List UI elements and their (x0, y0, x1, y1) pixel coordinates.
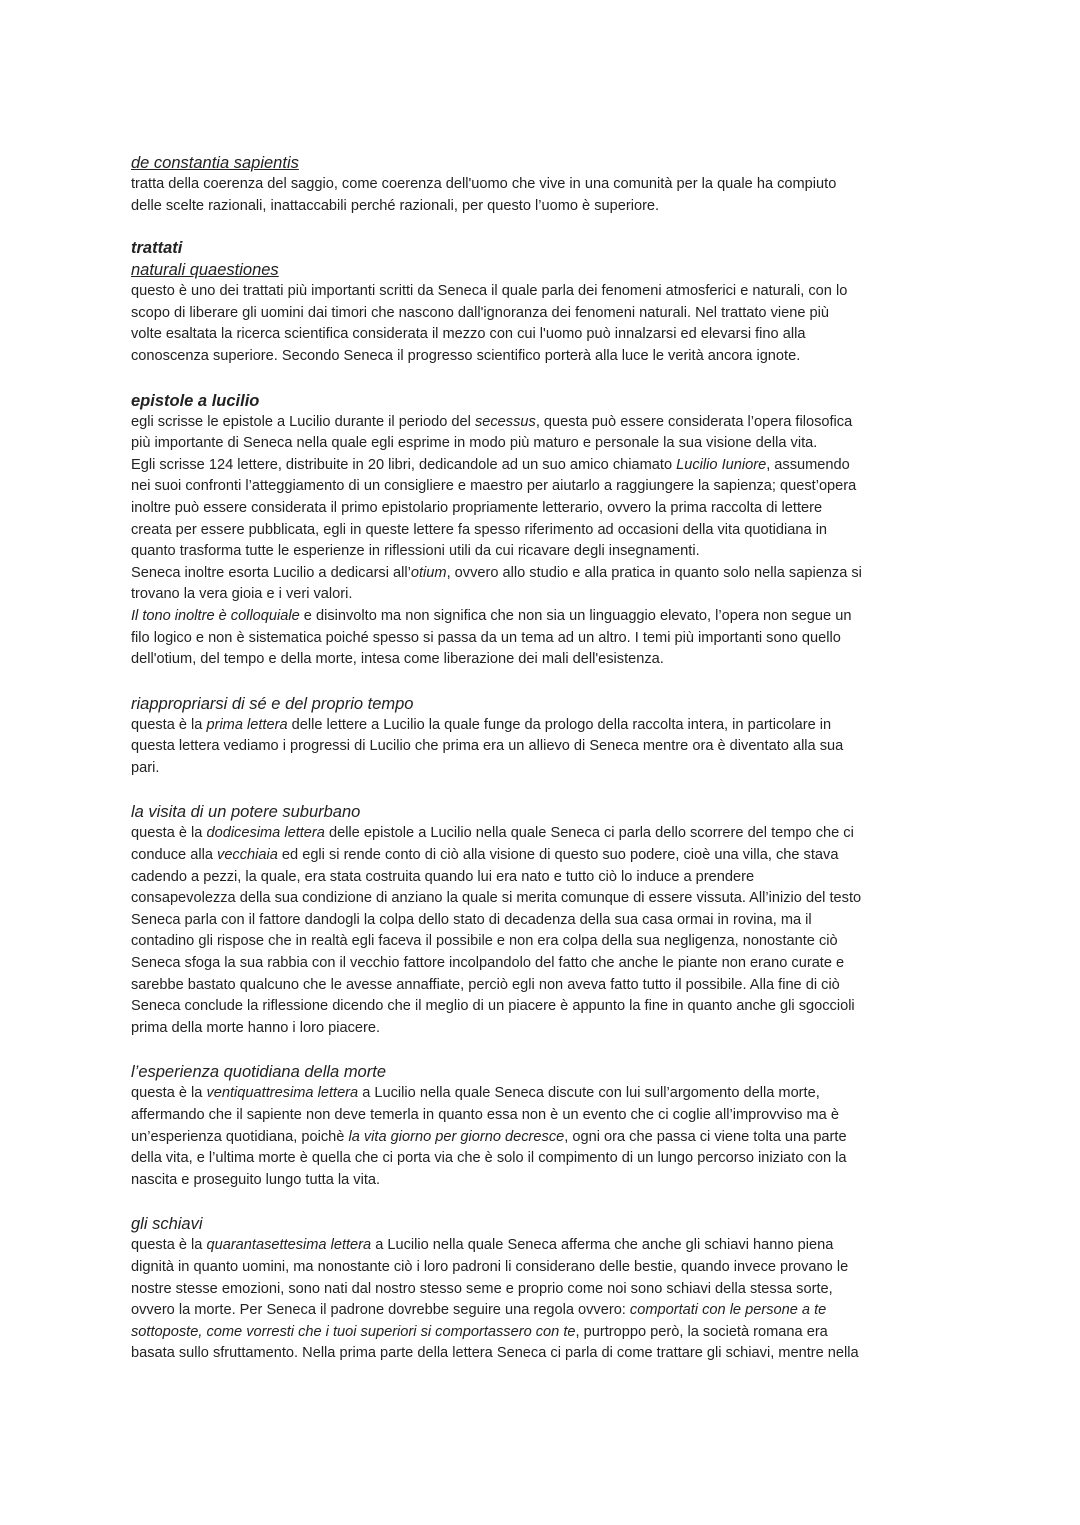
text-line: Seneca parla con il fattore dandogli la colpa dello stato di decadenza della sua casa ormai in rovina, ma il (131, 911, 812, 928)
section-title: la visita di un potere suburbano (131, 803, 361, 822)
text-line: cadendo a pezzi, la quale, era stata costruita quando lui era nato e tutto ciò lo induce a prendere (131, 868, 755, 885)
text-line: questa lettera vediamo i progressi di Lucilio che prima era un allievo di Seneca mentre ora è diventato alla sua (131, 738, 844, 755)
text-line: trovano la vera gioia e i veri valori. (131, 586, 353, 603)
text-line: Seneca sfoga la sua rabbia con il vecchio fattore incolpandolo del fatto che anche le piante non erano curate e (131, 955, 845, 972)
section-title: de constantia sapientis (131, 154, 299, 172)
text-line: nei suoi confronti l’atteggiamento di un consigliere e maestro per aiutarlo a raggiungere la sapienza; quest’opera (131, 478, 857, 495)
paragraph (131, 412, 956, 671)
text-line: questa è la ventiquattresima lettera a Lucilio nella quale Seneca discute con lui sull’argomento della morte, (131, 1085, 820, 1102)
text-line: delle scelte razionali, inattaccabili perché razionali, per questo l’uomo è superiore. (131, 197, 660, 214)
text-line: tratta della coerenza del saggio, come coerenza dell'uomo che vive in una comunità per la quale ha compiuto (131, 176, 837, 192)
section-riappropriarsi (131, 693, 956, 780)
text-line: sottoposte, come vorresti che i tuoi superiori si comportassero con te, purtroppo però, la società romana era (131, 1323, 828, 1340)
text-line: conoscenza superiore. Secondo Seneca il progresso scientifico porterà alla luce le verità ancora ignote. (131, 347, 801, 364)
text-line: ovvero la morte. Per Seneca il padrone dovrebbe seguire una regola ovvero: comportati con le persone a te (131, 1302, 827, 1319)
paragraph (131, 281, 956, 367)
section-title: naturali quaestiones (131, 261, 279, 280)
text-line: nascita e proseguito lungo tutta la vita. (131, 1171, 381, 1188)
paragraph (131, 715, 956, 780)
text-line: Seneca inoltre esorta Lucilio a dedicarsi all’otium, ovvero allo studio e alla pratica in quanto solo nella sapienza si (131, 564, 862, 581)
paragraph (131, 823, 956, 1039)
section-constantia (131, 152, 956, 217)
text-line: prima della morte hanno i loro piacere. (131, 1019, 381, 1036)
paragraph (131, 1083, 956, 1191)
text-line: creata per essere pubblicata, egli in queste lettere fa spesso riferimento ad occasioni della vita quotidiana in (131, 521, 828, 538)
text-line: dell'otium, del tempo e della morte, intesa come liberazione dei mali dell'esistenza. (131, 651, 664, 668)
text-line: più importante di Seneca nella quale egli esprime in modo più maturo e personale la sua visione della vita. (131, 435, 818, 452)
text-line: nostre stesse emozioni, sono nati dal nostro stesso seme e proprio come noi sono schiavi della stessa sorte, (131, 1280, 833, 1297)
section-title: riappropriarsi di sé e del proprio tempo (131, 694, 414, 713)
text-line: basata sullo sfruttamento. Nella prima parte della lettera Seneca ci parla di come trattare gli schiavi, mentre nella (131, 1345, 859, 1362)
text-line: inoltre può essere considerata il primo epistolario propriamente letterario, ovvero la prima raccolta di lettere (131, 499, 823, 516)
text-line: della vita, e l’ultima morte è quella che ci porta via che è solo il compimento di un lungo percorso iniziato con la (131, 1150, 847, 1167)
section-schiavi (131, 1213, 956, 1365)
text-line: scopo di liberare gli uomini dai timori che nascono dall'ignoranza dei fenomeni naturali. Nel trattato viene più (131, 304, 830, 321)
text-line: questa è la dodicesima lettera delle epistole a Lucilio nella quale Seneca ci parla dello scorrere del tempo che ci (131, 825, 854, 842)
section-epistole (131, 390, 956, 671)
section-title: l’esperienza quotidiana della morte (131, 1063, 386, 1082)
text-line: Seneca conclude la riflessione dicendo che il meglio di un piacere è appunto la fine in quanto anche gli sgoccioli (131, 998, 855, 1015)
text-line: Il tono inoltre è colloquiale e disinvolto ma non significa che non sia un linguaggio elevato, l’opera non segue un (131, 607, 852, 624)
text-line: contadino gli rispose che in realtà egli faceva il possibile e non era colpa della sua negligenza, nonostante ciò (131, 933, 838, 950)
text-line: un’esperienza quotidiana, poichè la vita giorno per giorno decresce, ogni ora che passa ci viene tolta una parte (131, 1128, 847, 1145)
text-line: affermando che il sapiente non deve temerla in quanto essa non è un evento che ci coglie all’improvviso ma è (131, 1107, 839, 1123)
section-esperienza (131, 1061, 956, 1191)
text-line: pari. (131, 759, 160, 776)
text-line: filo logico e non è sistematica poiché spesso si passa da un tema ad un altro. I temi più importanti sono quello (131, 629, 841, 646)
text-line: questa è la quarantasettesima lettera a Lucilio nella quale Seneca afferma che anche gli schiavi hanno piena (131, 1237, 834, 1254)
section-trattati (131, 237, 956, 367)
section-heading: trattati (131, 239, 183, 258)
text-line: consapevolezza della sua condizione di anziano la quale si merita comunque di essere vissuta. All’inizio del testo (131, 890, 862, 907)
text-line: questa è la prima lettera delle lettere a Lucilio la quale funge da prologo della raccolta intera, in particolare in (131, 716, 832, 733)
section-title: epistole a lucilio (131, 391, 260, 410)
text-line: egli scrisse le epistole a Lucilio durante il periodo del secessus, questa può essere considerata l’opera filosofica (131, 413, 853, 430)
text-line: conduce alla vecchiaia ed egli si rende conto di ciò alla visione di questo suo podere, cioè una villa, che stava (131, 847, 839, 864)
text-line: Egli scrisse 124 lettere, distribuite in 20 libri, dedicandole ad un suo amico chiamato Lucilio Iuniore, assumendo (131, 456, 850, 473)
text-line: dignità in quanto uomini, ma nonostante ciò i loro padroni li considerano delle bestie, quando invece provano le (131, 1258, 849, 1275)
text-line: sarebbe bastato qualcuno che le avesse annaffiate, perciò egli non aveva fatto tutto il possibile. Alla fine di ciò (131, 976, 840, 993)
document-page (131, 152, 956, 1365)
section-title: gli schiavi (131, 1215, 203, 1234)
text-line: questo è uno dei trattati più importanti scritti da Seneca il quale parla dei fenomeni atmosferici e naturali, con lo (131, 283, 848, 300)
text-line: volte esaltata la ricerca scientifica considerata il mezzo con cui l'uomo può innalzarsi ed elevarsi fino alla (131, 326, 806, 343)
paragraph (131, 174, 956, 217)
section-visita (131, 801, 956, 1039)
paragraph (131, 1235, 956, 1365)
text-line: quanto trasforma tutte le esperienze in riflessioni utili da cui ricavare degli insegnamenti. (131, 543, 700, 560)
